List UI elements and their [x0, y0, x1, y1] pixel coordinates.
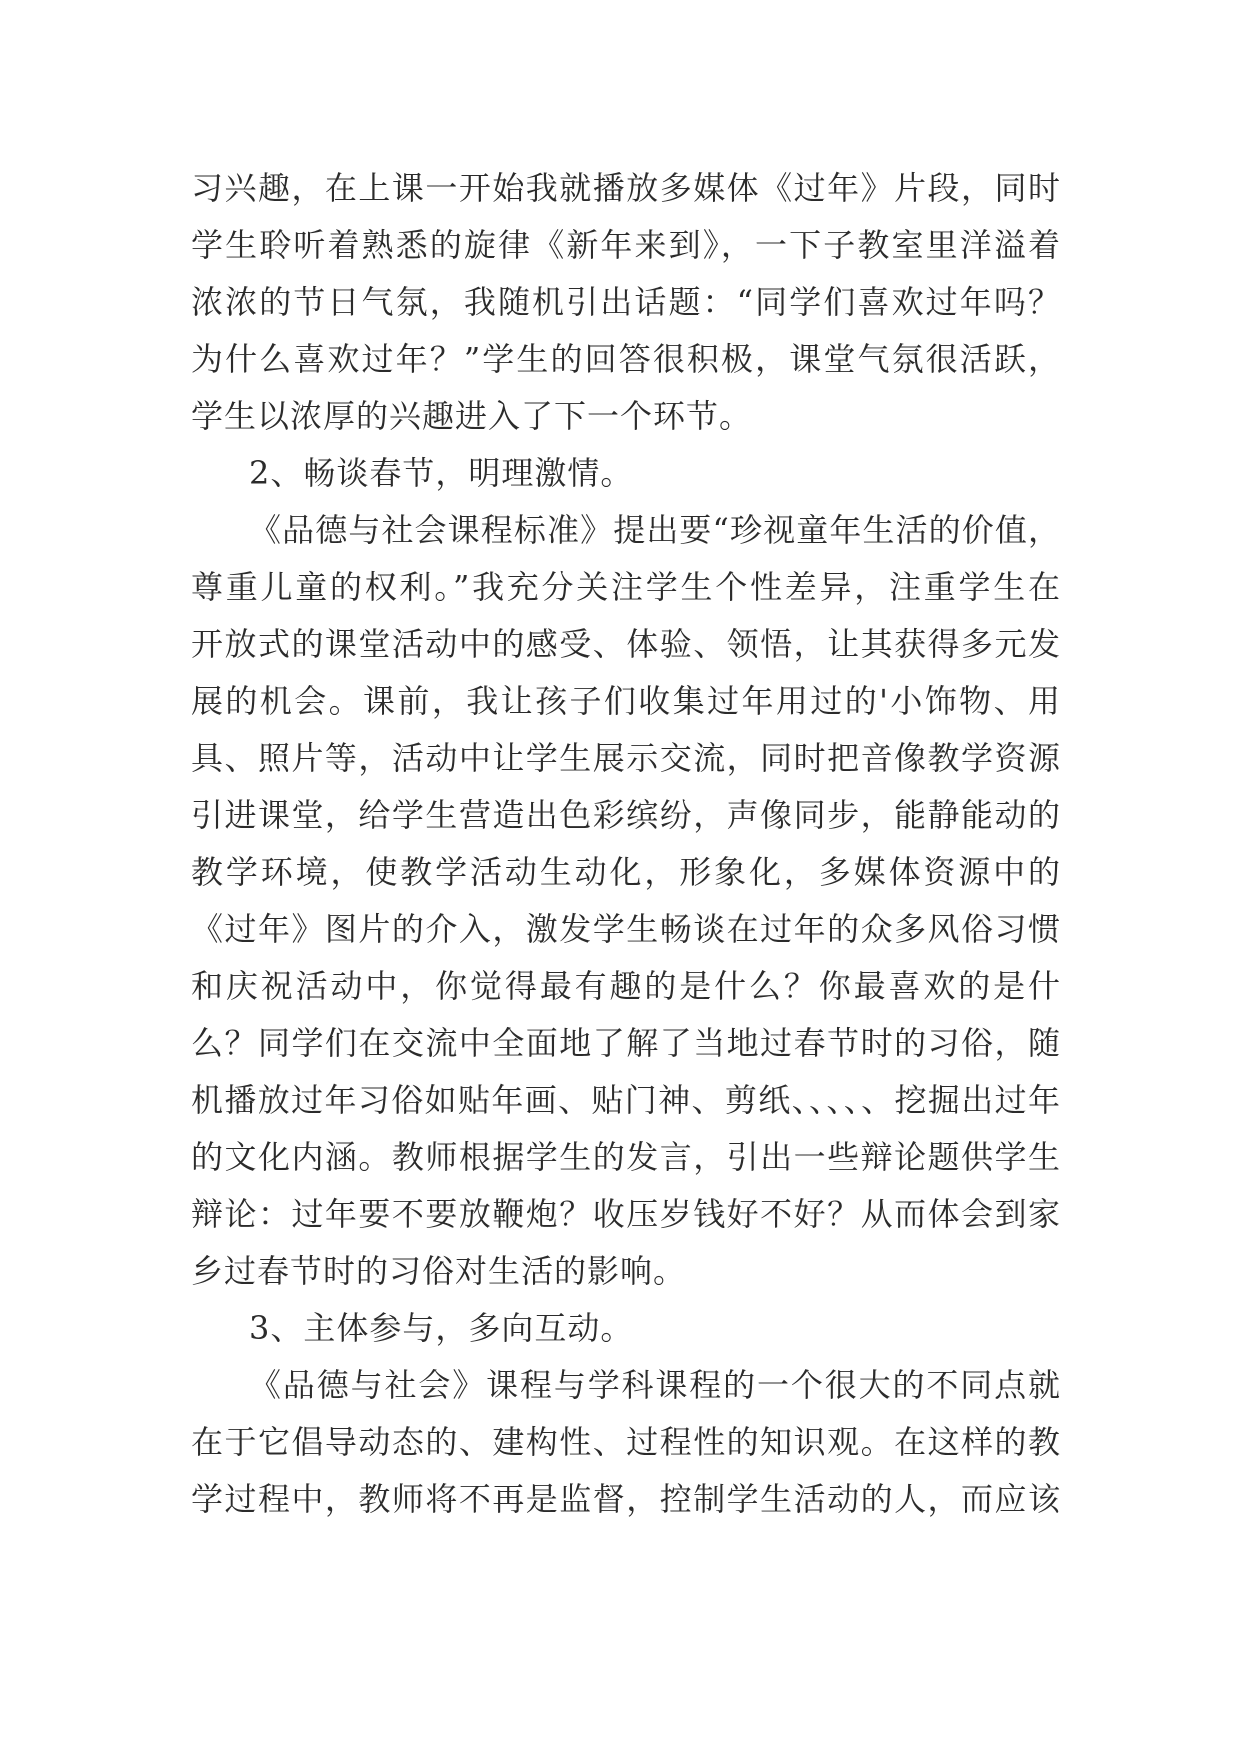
- text-line: 么？同学们在交流中全面地了解了当地过春节时的习俗，随: [191, 1024, 1061, 1062]
- section-heading: 2、畅谈春节，明理激情。: [249, 454, 634, 492]
- text-line: 引进课堂，给学生营造出色彩缤纷，声像同步，能静能动的: [191, 796, 1061, 834]
- text-line: 《品德与社会》课程与学科课程的一个很大的不同点就: [249, 1366, 1061, 1404]
- text-line: 为什么喜欢过年？”学生的回答很积极，课堂气氛很活跃，: [191, 340, 1061, 378]
- text-line: 学生聆听着熟悉的旋律《新年来到》，一下子教室里洋溢着: [191, 226, 1061, 264]
- text-line: 学过程中，教师将不再是监督，控制学生活动的人，而应该: [191, 1480, 1061, 1518]
- text-line: 教学环境，使教学活动生动化，形象化，多媒体资源中的: [191, 853, 1061, 891]
- text-line: 浓浓的节日气氛，我随机引出话题：“同学们喜欢过年吗？: [191, 283, 1061, 321]
- text-line: 开放式的课堂活动中的感受、体验、领悟，让其获得多元发: [191, 625, 1061, 663]
- text-line: 《品德与社会课程标准》提出要“珍视童年生活的价值，: [249, 511, 1061, 549]
- text-line: 学生以浓厚的兴趣进入了下一个环节。: [191, 397, 753, 435]
- body-text: [191, 160, 1061, 1528]
- text-line: 《过年》图片的介入，激发学生畅谈在过年的众多风俗习惯: [191, 910, 1061, 948]
- text-line: 机播放过年习俗如贴年画、贴门神、剪纸、、、、、挖掘出过年: [191, 1081, 1061, 1119]
- text-line: 尊重儿童的权利。”我充分关注学生个性差异，注重学生在: [191, 568, 1061, 606]
- text-line: 的文化内涵。教师根据学生的发言，引出一些辩论题供学生: [191, 1138, 1061, 1176]
- text-line: 辩论：过年要不要放鞭炮？收压岁钱好不好？从而体会到家: [191, 1195, 1061, 1233]
- text-line: 具、照片等，活动中让学生展示交流，同时把音像教学资源: [191, 739, 1061, 777]
- text-line: 展的机会。课前，我让孩子们收集过年用过的'小饰物、用: [191, 682, 1061, 720]
- section-heading: 3、主体参与，多向互动。: [249, 1309, 634, 1347]
- text-line: 习兴趣，在上课一开始我就播放多媒体《过年》片段，同时: [191, 169, 1061, 207]
- text-line: 在于它倡导动态的、建构性、过程性的知识观。在这样的教: [191, 1423, 1061, 1461]
- text-line: 乡过春节时的习俗对生活的影响。: [191, 1252, 687, 1290]
- text-line: 和庆祝活动中，你觉得最有趣的是什么？你最喜欢的是什: [191, 967, 1061, 1005]
